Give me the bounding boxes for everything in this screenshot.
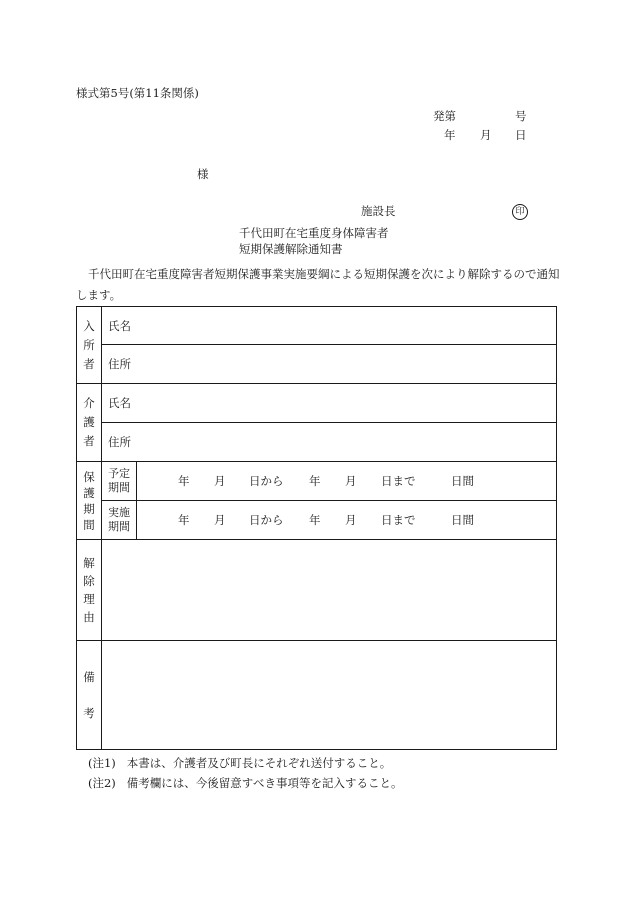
addressee-suffix: 様	[197, 167, 209, 181]
remarks-row	[77, 641, 557, 750]
planned-period-cell: 年 月 日から 年 月 日まで 日間	[137, 462, 557, 501]
resident-name-row	[77, 307, 557, 345]
note-1: (注1) 本書は、介護者及び町長にそれぞれ送付すること。	[88, 756, 392, 770]
caregiver-label: 介 護 者	[77, 384, 102, 462]
caregiver-address-label: 住所	[102, 423, 557, 462]
planned-period-row	[77, 462, 557, 501]
reason-row	[77, 540, 557, 641]
date-month: 月	[480, 128, 492, 142]
date-day: 日	[515, 128, 527, 142]
caregiver-address-row	[77, 423, 557, 462]
date-year: 年	[444, 128, 456, 142]
sender-title: 施設長	[361, 204, 396, 218]
reason-label: 解 除 理 由	[77, 540, 102, 641]
remarks-label: 備 考	[77, 641, 102, 750]
document-title-line2: 短期保護解除通知書	[239, 242, 343, 256]
caregiver-name-label: 氏名	[102, 384, 557, 423]
resident-label: 入 所 者	[77, 307, 102, 384]
remarks-cell	[102, 641, 557, 750]
seal-mark: 印	[512, 204, 528, 220]
actual-period-row	[77, 501, 557, 540]
period-label: 保 護 期 間	[77, 462, 102, 540]
planned-period-label: 予定 期間	[102, 462, 137, 501]
reason-cell	[102, 540, 557, 641]
issue-suffix: 号	[515, 109, 527, 123]
body-text: 千代田町在宅重度障害者短期保護事業実施要綱による短期保護を次により解除するので通知します。	[76, 267, 560, 302]
resident-address-label: 住所	[102, 345, 557, 384]
form-table	[76, 306, 557, 750]
issue-prefix: 発第	[433, 109, 456, 123]
form-number: 様式第5号(第11条関係)	[76, 86, 199, 100]
actual-period-cell: 年 月 日から 年 月 日まで 日間	[137, 501, 557, 540]
actual-period-label: 実施 期間	[102, 501, 137, 540]
document-title-line1: 千代田町在宅重度身体障害者	[239, 226, 389, 240]
caregiver-name-row	[77, 384, 557, 423]
resident-name-label: 氏名	[102, 307, 557, 345]
note-2: (注2) 備考欄には、今後留意すべき事項等を記入すること。	[88, 776, 403, 790]
resident-address-row	[77, 345, 557, 384]
